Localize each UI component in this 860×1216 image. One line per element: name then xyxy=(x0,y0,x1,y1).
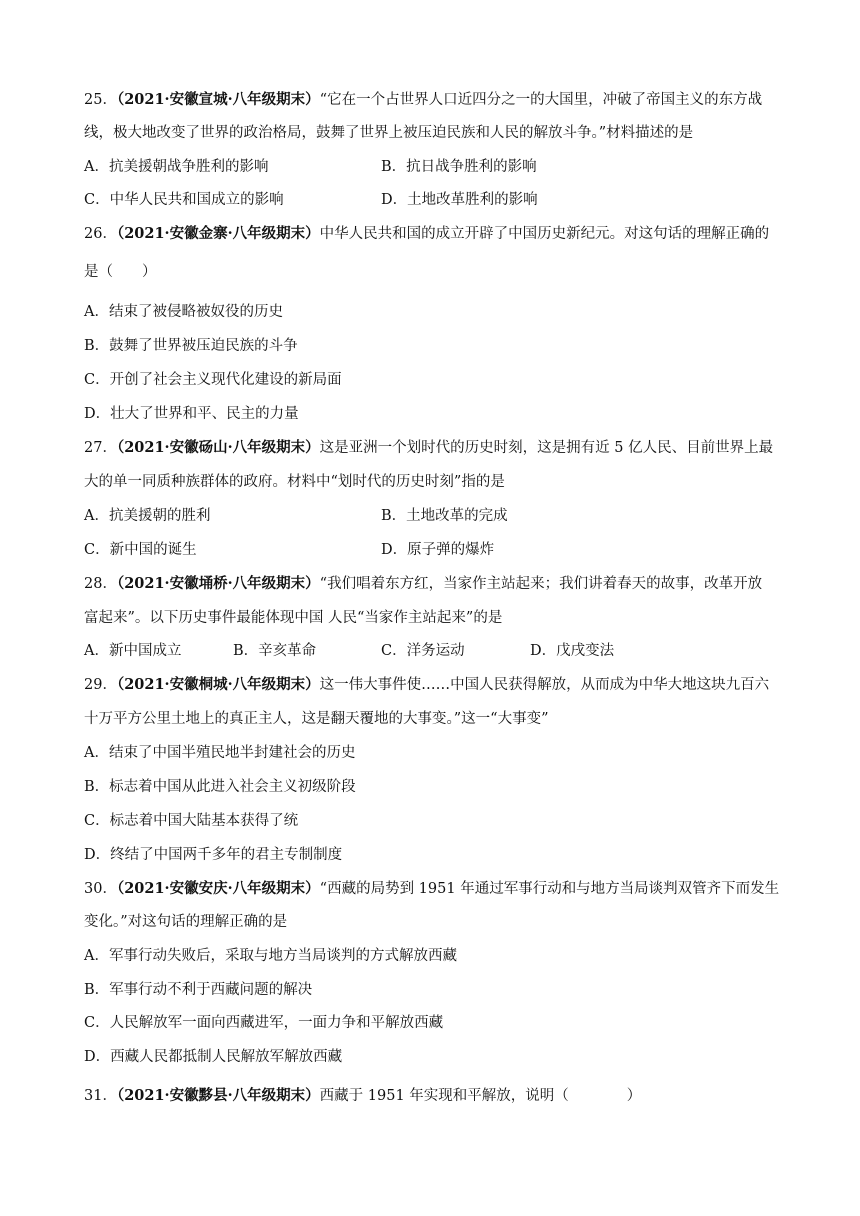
question-28-stem-line-1 xyxy=(84,574,784,594)
question-number: 27． xyxy=(84,440,117,456)
question-25-option-b[interactable]: B．抗日战争胜利的影响 xyxy=(381,159,537,175)
question-28-stem-line-2 xyxy=(84,608,784,628)
question-number: 30． xyxy=(84,881,117,897)
question-number: 28． xyxy=(84,576,117,592)
question-28-option-c[interactable]: C．洋务运动 xyxy=(381,643,465,659)
question-26-option-c[interactable]: C．开创了社会主义现代化建设的新局面 xyxy=(84,372,342,388)
question-31-stem-line-1 xyxy=(84,1086,784,1106)
stem-text: “我们唱着东方红，当家作主站起来；我们讲着春天的故事，改革开放 xyxy=(319,576,763,592)
question-30-stem-line-1 xyxy=(84,879,784,899)
stem-text: 富起来”。以下历史事件最能体现中国 人民“当家作主站起来”的是 xyxy=(84,610,503,626)
stem-text: “西藏的局势到 1951 年通过军事行动和与地方当局谈判双管齐下而发生 xyxy=(319,881,780,897)
stem-text: 中华人民共和国的成立开辟了中国历史新纪元。对这句话的理解正确的 xyxy=(319,226,770,242)
stem-text: 这是亚洲一个划时代的历史时刻，这是拥有近 5 亿人民、目前世界上最 xyxy=(319,440,774,456)
question-27-option-b[interactable]: B．土地改革的完成 xyxy=(381,508,508,524)
stem-text: 西藏于 1951 年实现和平解放，说明（ ） xyxy=(319,1088,642,1104)
question-source: （2021·安徽砀山·八年级期末） xyxy=(116,439,320,456)
stem-text: “它在一个占世界人口近四分之一的大国里，冲破了帝国主义的东方战 xyxy=(319,92,763,108)
question-29-option-a[interactable]: A．结束了中国半殖民地半封建社会的历史 xyxy=(84,745,356,761)
question-25-option-c[interactable]: C．中华人民共和国成立的影响 xyxy=(84,192,284,208)
question-29-option-d[interactable]: D．终结了中国两千多年的君主专制制度 xyxy=(84,847,343,863)
question-27-stem-line-2 xyxy=(84,472,784,492)
question-29-stem-line-1 xyxy=(84,675,784,695)
stem-text: 这一伟大事件使……中国人民获得解放，从而成为中华大地这块九百六 xyxy=(319,677,770,693)
question-source: （2021·安徽金寨·八年级期末） xyxy=(116,225,320,242)
question-number: 29． xyxy=(84,677,117,693)
question-30-option-c[interactable]: C．人民解放军一面向西藏进军，一面力争和平解放西藏 xyxy=(84,1015,444,1031)
question-source: （2021·安徽安庆·八年级期末） xyxy=(116,880,320,897)
question-28-option-b[interactable]: B．辛亥革命 xyxy=(233,643,317,659)
question-number: 26． xyxy=(84,226,117,242)
question-30-option-a[interactable]: A．军事行动失败后，采取与地方当局谈判的方式解放西藏 xyxy=(84,948,457,964)
question-27-option-c[interactable]: C．新中国的诞生 xyxy=(84,542,197,558)
question-number: 31． xyxy=(84,1088,117,1104)
question-27-option-d[interactable]: D．原子弹的爆炸 xyxy=(381,542,495,558)
question-25-stem-line-1 xyxy=(84,90,784,110)
question-source: （2021·安徽黟县·八年级期末） xyxy=(116,1087,320,1104)
stem-text: 线，极大地改变了世界的政治格局，鼓舞了世界上被压迫民族和人民的解放斗争。”材料描述的是 xyxy=(84,125,694,141)
question-25-option-d[interactable]: D．土地改革胜利的影响 xyxy=(381,192,538,208)
question-28-option-d[interactable]: D．戊戌变法 xyxy=(530,643,615,659)
question-26-option-d[interactable]: D．壮大了世界和平、民主的力量 xyxy=(84,406,299,422)
question-28-option-a[interactable]: A．新中国成立 xyxy=(84,643,182,659)
question-29-option-c[interactable]: C．标志着中国大陆基本获得了统 xyxy=(84,813,299,829)
question-26-stem-line-2 xyxy=(84,262,784,282)
question-27-stem-line-1 xyxy=(84,438,784,458)
question-source: （2021·安徽桐城·八年级期末） xyxy=(116,676,320,693)
question-29-stem-line-2 xyxy=(84,709,784,729)
stem-text: 十万平方公里土地上的真正主人，这是翻天覆地的大事变。”这一“大事变” xyxy=(84,711,549,727)
question-27-option-a[interactable]: A．抗美援朝的胜利 xyxy=(84,508,211,524)
stem-text: 是（ ） xyxy=(84,264,157,280)
question-30-stem-line-2 xyxy=(84,912,784,932)
question-25-stem-line-2 xyxy=(84,123,784,143)
question-26-stem-line-1 xyxy=(84,224,784,244)
question-26-option-a[interactable]: A．结束了被侵略被奴役的历史 xyxy=(84,304,283,320)
stem-text: 大的单一同质种族群体的政府。材料中“划时代的历史时刻”指的是 xyxy=(84,474,505,490)
question-25-option-a[interactable]: A．抗美援朝战争胜利的影响 xyxy=(84,159,269,175)
question-source: （2021·安徽埇桥·八年级期末） xyxy=(116,575,320,592)
question-30-option-b[interactable]: B．军事行动不利于西藏问题的解决 xyxy=(84,982,313,998)
question-source: （2021·安徽宣城·八年级期末） xyxy=(116,91,320,108)
question-number: 25． xyxy=(84,92,117,108)
stem-text: 变化。”对这句话的理解正确的是 xyxy=(84,914,288,930)
question-29-option-b[interactable]: B．标志着中国从此进入社会主义初级阶段 xyxy=(84,779,356,795)
question-26-option-b[interactable]: B．鼓舞了世界被压迫民族的斗争 xyxy=(84,338,298,354)
question-30-option-d[interactable]: D．西藏人民都抵制人民解放军解放西藏 xyxy=(84,1049,343,1065)
